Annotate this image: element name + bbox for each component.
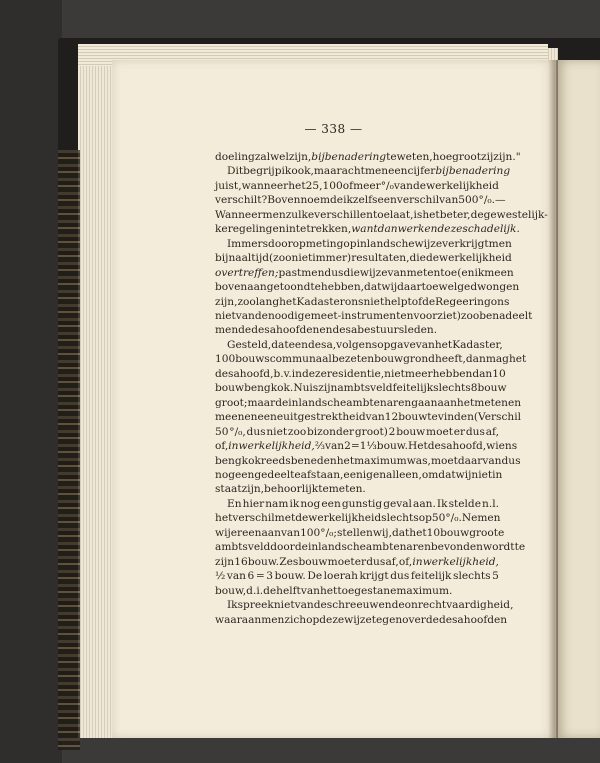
text-line: niet van de noodige meet-instrumenten voorziet) zoo benadeelt (215, 309, 533, 322)
book-spine (58, 150, 80, 750)
text-line: overtreffen; past men dus die wijze van meten toe (en ik meen (215, 266, 514, 279)
text-line: 50 °/₀, dus niet zoo bizonder groot) 2 bouw moet er dus af, (215, 425, 499, 438)
text-line: staat zijn, behoorlijk te meten. (215, 483, 366, 496)
text-line: Dit begrijp ik ook, maar acht men een cijfer bij benadering (227, 165, 511, 178)
text-line: nog een gedeelte afstaan, eenig en alleen, omdat wij niet in (215, 468, 503, 481)
text-line: Ik spreek niet van de schreeuwende onrechtvaardigheid, (227, 599, 514, 612)
text-line: of, in werkelijkheid, ⅔ van 2 = 1⅓ bouw. Het desahoofd, wiens (215, 440, 518, 453)
text-line: het verschil met de werkelijkheid slechts op 50 °/₀. Nemen (215, 512, 501, 525)
text-line: Gesteld, dat een desa, volgens opgave van het Kadaster, (227, 338, 503, 351)
text-line: verschilt? Boven noemde ik zelfs een verschil van 500 °/₀.— (215, 194, 506, 207)
text-line: waaraan men zich op deze wijze tegenover de desahoofden (215, 613, 508, 626)
text-line: bouw bengkok. Nu is zijn ambtsveld feitelijk slechts 8 bouw (215, 382, 507, 395)
text-line: En hier nam ik nog een gunstig geval aan. Ik stelde n.l. (227, 497, 499, 510)
text-line: doeling zal wel zijn, bij benadering te weten, hoe groot zij zijn." (215, 151, 521, 163)
text-line: wij er een aan van 100 °/₀; stellen wij, dat het 10 bouw groote (215, 526, 505, 539)
text-line: bengkok reeds beneden het maximum was, moet daarvan dus (215, 454, 521, 467)
text-line: boven aangetoond te hebben, dat wij daartoe wel gedwongen (215, 281, 520, 294)
text-line: zijn 16 bouw. Zes bouw moet er dus af, of, in werkelijkheid, (215, 555, 499, 568)
text-line: zijn, zoolang het Kadaster ons niet helpt of de Regeering ons (215, 295, 510, 308)
page-gutter (548, 60, 558, 738)
text-line: ½ van 6 = 3 bouw. De loerah krijgt dus feitelijk slechts 5 (215, 570, 499, 583)
facing-page (556, 60, 600, 738)
text-line: ke regelingen in te trekken, want dan werken deze schadelijk. (215, 223, 520, 236)
background-left (0, 0, 62, 763)
text-line: meenen eene uitgestrektheid van 12 bouw te vinden (Verschil (215, 411, 522, 424)
text-line: ambtsveld door de inlandsche ambtenaren bevonden wordt te (215, 541, 526, 554)
text-line: 100 bouws communaal bezeten bouwgrond heeft, dan mag het (215, 353, 527, 366)
text-line: men de desahoofden en desabestuursleden. (215, 324, 438, 337)
text-line: groot; maar de inlandsche ambtenaren gaan aan het meten en (215, 396, 522, 409)
body-text (215, 150, 548, 627)
text-line: Wanneer men zulke verschillen toelaat, is het beter, de gewestelijk- (215, 208, 548, 221)
text-line: Immers door opmeting op inlandsche wijze verkrijgt men (227, 237, 512, 250)
page-number: — 338 — (304, 122, 363, 136)
text-line: bijna altijd (zoo niet immer) resultaten, die de werkelijkheid (215, 252, 512, 265)
text-line: bouw, d. i. de helft van het toegestane maximum. (215, 584, 453, 597)
text-line: desahoofd, b. v. in deze residentie, niet meer hebben dan 10 (215, 367, 506, 380)
text-line: juist, wanneer het 25, 100 of meer °/₀ van de werkelijkheid (215, 179, 499, 192)
